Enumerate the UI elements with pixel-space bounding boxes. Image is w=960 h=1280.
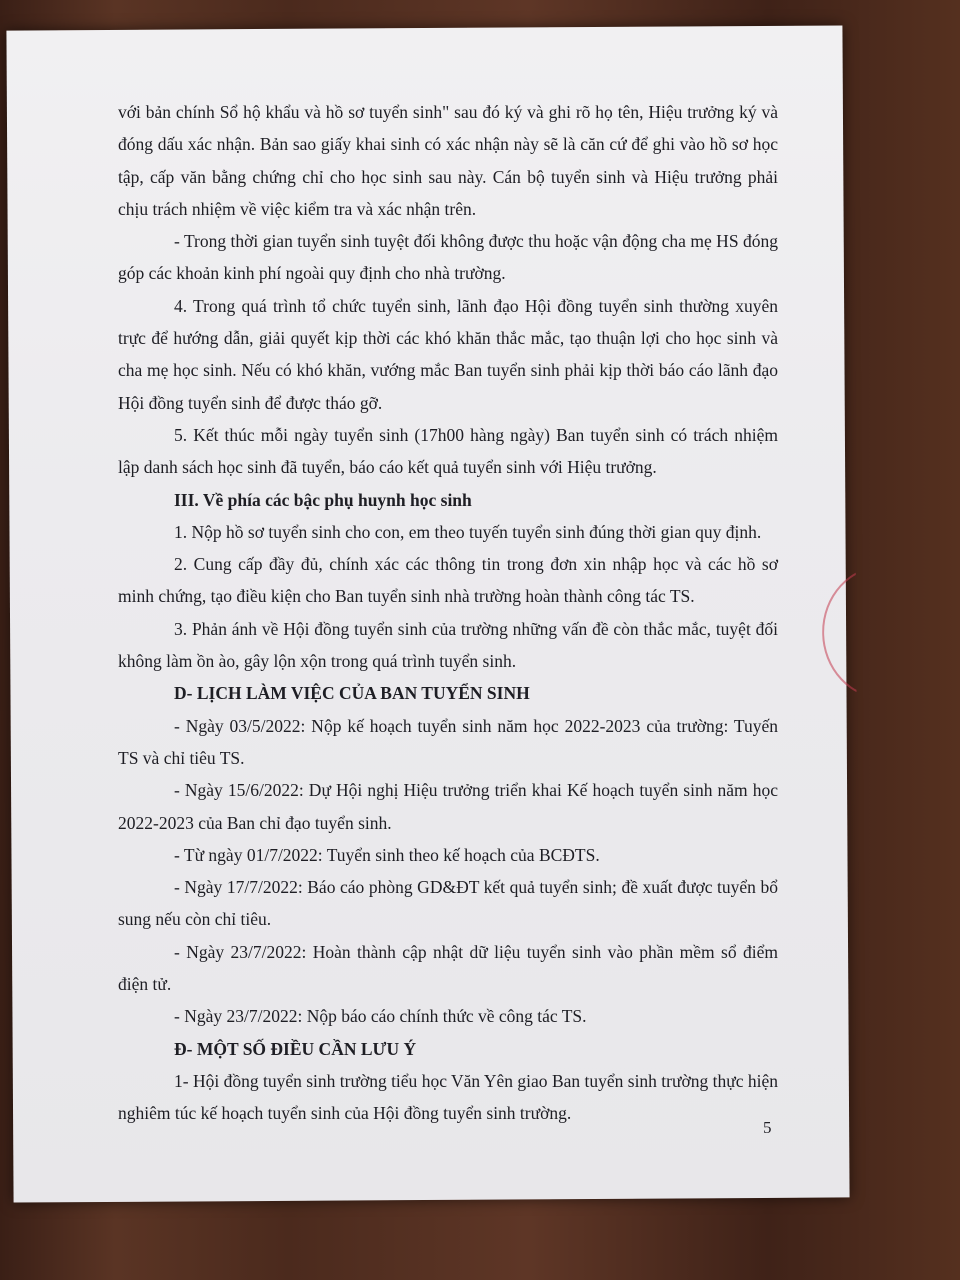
paragraph: 5. Kết thúc mỗi ngày tuyển sinh (17h00 hàng ngày) Ban tuyển sinh có trách nhiệm lập danh sách học sinh đã tuyển, báo cáo kết quả tuyển sinh với Hiệu trưởng. <box>118 424 778 478</box>
section-heading: D- LỊCH LÀM VIỆC CỦA BAN TUYỂN SINH <box>174 683 530 704</box>
paragraph: - Từ ngày 01/7/2022: Tuyển sinh theo kế hoạch của BCĐTS. <box>174 844 600 865</box>
section-heading: Đ- MỘT SỐ ĐIỀU CẦN LƯU Ý <box>174 1038 417 1059</box>
paragraph: 2. Cung cấp đầy đủ, chính xác các thông tin trong đơn xin nhập học và các hồ sơ minh chứng, tạo điều kiện cho Ban tuyển sinh nhà trường hoàn thành công tác TS. <box>118 554 778 607</box>
paragraph: - Ngày 15/6/2022: Dự Hội nghị Hiệu trưởng triển khai Kế hoạch tuyển sinh năm học 2022-2023 của Ban chỉ đạo tuyển sinh. <box>118 780 778 833</box>
page-number: 5 <box>763 1118 772 1137</box>
paragraph: 1. Nộp hồ sơ tuyển sinh cho con, em theo tuyến tuyển sinh đúng thời gian quy định. <box>174 521 762 542</box>
paragraph: - Ngày 17/7/2022: Báo cáo phòng GD&ĐT kết quả tuyển sinh; đề xuất được tuyển bổ sung nếu còn chỉ tiêu. <box>118 877 778 930</box>
paragraph: 1- Hội đồng tuyển sinh trường tiểu học Văn Yên giao Ban tuyển sinh trường thực hiện nghiêm túc kế hoạch tuyển sinh của Hội đồng tuyển sinh trường. <box>118 1070 778 1124</box>
paragraph: - Trong thời gian tuyển sinh tuyệt đối không được thu hoặc vận động cha mẹ HS đóng góp các khoản kinh phí ngoài quy định cho nhà trường. <box>118 231 778 284</box>
document-body <box>118 96 778 1130</box>
paragraph: 3. Phản ánh về Hội đồng tuyển sinh của trường những vấn đề còn thắc mắc, tuyệt đối không làm ồn ào, gây lộn xộn trong quá trình tuyển sinh. <box>118 618 778 672</box>
paragraph: - Ngày 03/5/2022: Nộp kế hoạch tuyển sinh năm học 2022-2023 của trường: Tuyến TS và chỉ tiêu TS. <box>118 715 778 768</box>
paragraph: - Ngày 23/7/2022: Nộp báo cáo chính thức về công tác TS. <box>174 1006 587 1027</box>
paragraph: với bản chính Sổ hộ khẩu và hồ sơ tuyển sinh" sau đó ký và ghi rõ họ tên, Hiệu trưởng ký và đóng dấu xác nhận. Bản sao giấy khai sinh có xác nhận này sẽ là căn cứ để ghi vào hồ sơ học tập, cấp văn bằng chứng chỉ cho học sinh sau này. Cán bộ tuyển sinh và Hiệu trưởng phải chịu trách nhiệm về việc kiểm tra và xác nhận trên. <box>118 102 778 219</box>
section-heading: III. Về phía các bậc phụ huynh học sinh <box>174 489 472 510</box>
paragraph: - Ngày 23/7/2022: Hoàn thành cập nhật dữ liệu tuyển sinh vào phần mềm sổ điểm điện tử. <box>118 941 778 995</box>
paragraph: 4. Trong quá trình tổ chức tuyển sinh, lãnh đạo Hội đồng tuyển sinh thường xuyên trực để hướng dẫn, giải quyết kịp thời các khó khăn thắc mắc, tạo thuận lợi cho học sinh và cha mẹ học sinh. Nếu có khó khăn, vướng mắc Ban tuyển sinh phải kịp thời báo cáo lãnh đạo Hội đồng tuyển sinh để được tháo gỡ. <box>118 295 778 413</box>
